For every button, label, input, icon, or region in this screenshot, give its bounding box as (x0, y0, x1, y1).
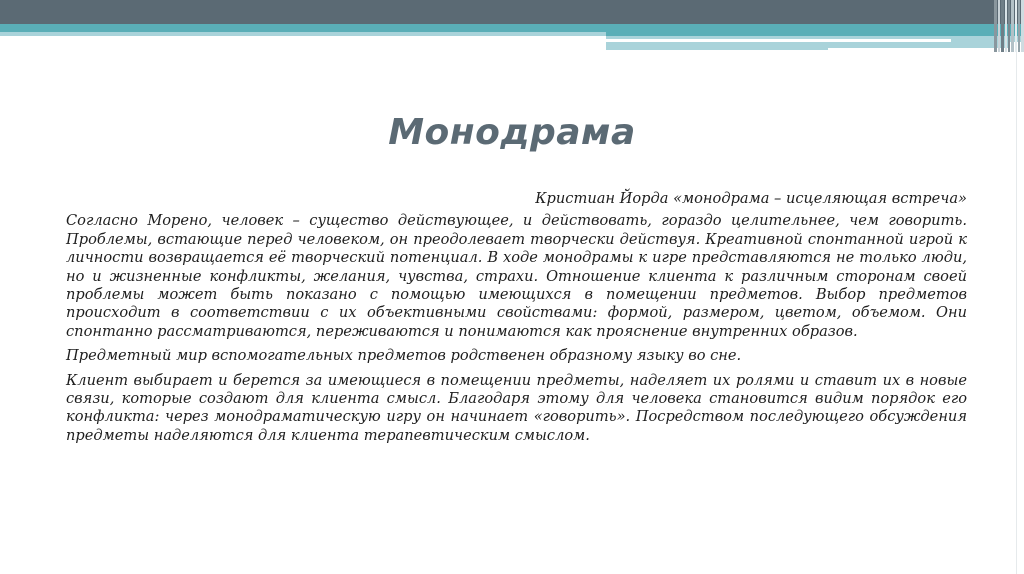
paragraph-3: Клиент выбирает и берется за имеющиеся в помещении предметы, наделяет их ролями и ставит их в новые связи, которые создают для клиента смысл. Благодаря этому для человека становится видим порядок его конфликта: через монодраматическую игру он начинает «говорить». Посредством последующего обсуждения предметы наделяются для клиента терапевтическим смыслом. (66, 371, 967, 444)
header-teal-band-right (606, 24, 1024, 36)
header-vertical-stripes (994, 0, 1024, 52)
slide-body (66, 190, 967, 451)
header-white-line (606, 39, 951, 41)
slide-title: Монодрама (388, 112, 636, 153)
header-light-bar-lower-right (828, 42, 1010, 48)
header-teal-band-left (0, 24, 606, 32)
header-light-bar-lower (606, 42, 828, 50)
paragraph-2: Предметный мир вспомогательных предметов родственен образному языку во сне. (66, 347, 742, 365)
paragraph-1: Согласно Морено, человек – существо действующее, и действовать, гораздо целительнее, чем говорить. Проблемы, встающие перед человеком, он преодолевает творчески действуя. Креативной спонтанной игрой к личности возвращается её творческий потенциал. В ходе монодрамы к игре представляются не только люди, но и жизненные конфликты, желания, чувства, страхи. Отношение клиента к различным сторонам своей проблемы может быть показано с помощью имеющихся в помещении предметов. Выбор предметов происходит в соответствии с их объективными свойствами: формой, размером, цветом, объемом. Они спонтанно рассматриваются, переживаются и понимаются как прояснение внутренних образов. (66, 212, 967, 340)
header-light-band-left (0, 32, 606, 36)
attribution: Кристиан Йорда «монодрама – исцеляющая встреча» (535, 190, 967, 207)
header-dark-band (0, 0, 1024, 24)
